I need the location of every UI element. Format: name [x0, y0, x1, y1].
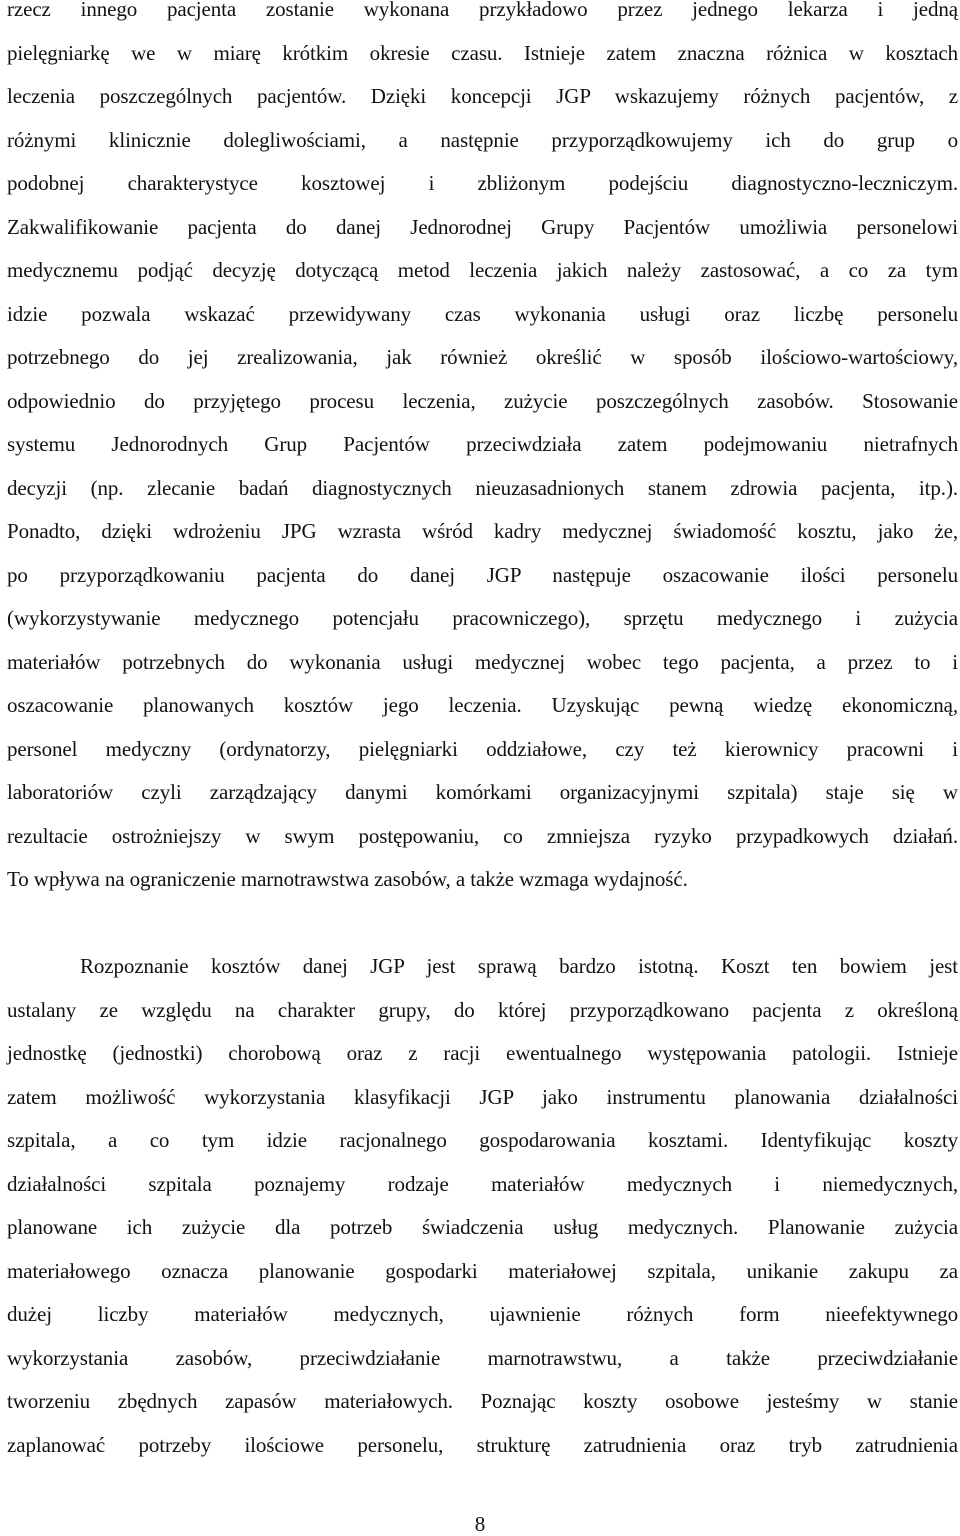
- text-line: ustalany ze względu na charakter grupy, do której przyporządkowano pacjenta z określoną: [7, 997, 958, 1022]
- paragraph-jgp-cost-recognition: [7, 945, 958, 1467]
- text-line: tworzeniu zbędnych zapasów materiałowych. Poznając koszty osobowe jesteśmy w stanie: [7, 1389, 958, 1413]
- text-line: materiałów potrzebnych do wykonania usługi medycznej wobec tego pacjenta, a przez to i: [7, 649, 958, 674]
- text-line: personel medyczny (ordynatorzy, pielęgniarki oddziałowe, czy też kierownicy pracowni i: [7, 736, 958, 761]
- text-line: decyzji (np. zlecanie badań diagnostycznych nieuzasadnionych stanem zdrowia pacjenta, itp.).: [7, 475, 958, 500]
- text-line: idzie pozwala wskazać przewidywany czas wykonania usługi oraz liczbę personelu: [7, 301, 958, 326]
- text-line: Rozpoznanie kosztów danej JGP jest sprawą bardzo istotną. Koszt ten bowiem jest: [80, 954, 958, 978]
- text-line: (wykorzystywanie medycznego potencjału pracowniczego), sprzętu medycznego i zużycia: [7, 606, 958, 630]
- text-line: wykorzystania zasobów, przeciwdziałanie marnotrawstwu, a także przeciwdziałanie: [7, 1345, 958, 1370]
- text-line: zatem możliwość wykorzystania klasyfikacji JGP jako instrumentu planowania działalności: [7, 1084, 958, 1109]
- text-line: działalności szpitala poznajemy rodzaje materiałów medycznych i niemedycznych,: [7, 1171, 958, 1196]
- text-line: jednostkę (jednostki) chorobową oraz z racji ewentualnego występowania patologii. Istnieje: [7, 1041, 958, 1065]
- text-line: po przyporządkowaniu pacjenta do danej JGP następuje oszacowanie ilości personelu: [7, 562, 958, 587]
- page-number: 8: [474, 1512, 486, 1536]
- text-line: materiałowego oznacza planowanie gospodarki materiałowej szpitala, unikanie zakupu za: [7, 1258, 958, 1283]
- text-line: potrzebnego do jej zrealizowania, jak również określić w sposób ilościowo-wartościowy,: [7, 345, 958, 369]
- text-line: laboratoriów czyli zarządzający danymi komórkami organizacyjnymi szpitala) staje się w: [7, 780, 958, 804]
- text-line: zaplanować potrzeby ilościowe personelu, strukturę zatrudnienia oraz tryb zatrudnienia: [7, 1432, 958, 1457]
- text-line: odpowiednio do przyjętego procesu leczenia, zużycie poszczególnych zasobów. Stosowanie: [7, 388, 958, 413]
- text-line: systemu Jednorodnych Grup Pacjentów przeciwdziała zatem podejmowaniu nietrafnych: [7, 432, 958, 456]
- text-line: oszacowanie planowanych kosztów jego leczenia. Uzyskując pewną wiedzę ekonomiczną,: [7, 693, 958, 717]
- text-line: pielęgniarkę we w miarę krótkim okresie czasu. Istnieje zatem znaczna różnica w kosztach: [7, 40, 958, 65]
- text-line: Zakwalifikowanie pacjenta do danej Jednorodnej Grupy Pacjentów umożliwia personelowi: [7, 214, 958, 239]
- paragraph-jgp-cost-differences: [7, 0, 958, 902]
- text-line: rezultacie ostrożniejszy w swym postępowaniu, co zmniejsza ryzyko przypadkowych działań.: [7, 823, 958, 848]
- text-line: dużej liczby materiałów medycznych, ujawnienie różnych form nieefektywnego: [7, 1302, 958, 1326]
- text-line: Ponadto, dzięki wdrożeniu JPG wzrasta wśród kadry medycznej świadomość kosztu, jako że,: [7, 519, 958, 543]
- text-line: szpitala, a co tym idzie racjonalnego gospodarowania kosztami. Identyfikując koszty: [7, 1128, 958, 1152]
- text-line: To wpływa na ograniczenie marnotrawstwa zasobów, a także wzmaga wydajność.: [7, 867, 688, 891]
- text-line: medycznemu podjąć decyzję dotyczącą metod leczenia jakich należy zastosować, a co za tym: [7, 258, 958, 282]
- text-line: różnymi klinicznie dolegliwościami, a następnie przyporządkowujemy ich do grup o: [7, 127, 958, 152]
- text-line: leczenia poszczególnych pacjentów. Dzięki koncepcji JGP wskazujemy różnych pacjentów, z: [7, 84, 958, 108]
- text-line: rzecz innego pacjenta zostanie wykonana przykładowo przez jednego lekarza i jedną: [7, 0, 958, 21]
- text-line: podobnej charakterystyce kosztowej i zbliżonym podejściu diagnostyczno-leczniczym.: [7, 171, 958, 195]
- text-line: planowane ich zużycie dla potrzeb świadczenia usług medycznych. Planowanie zużycia: [7, 1215, 958, 1239]
